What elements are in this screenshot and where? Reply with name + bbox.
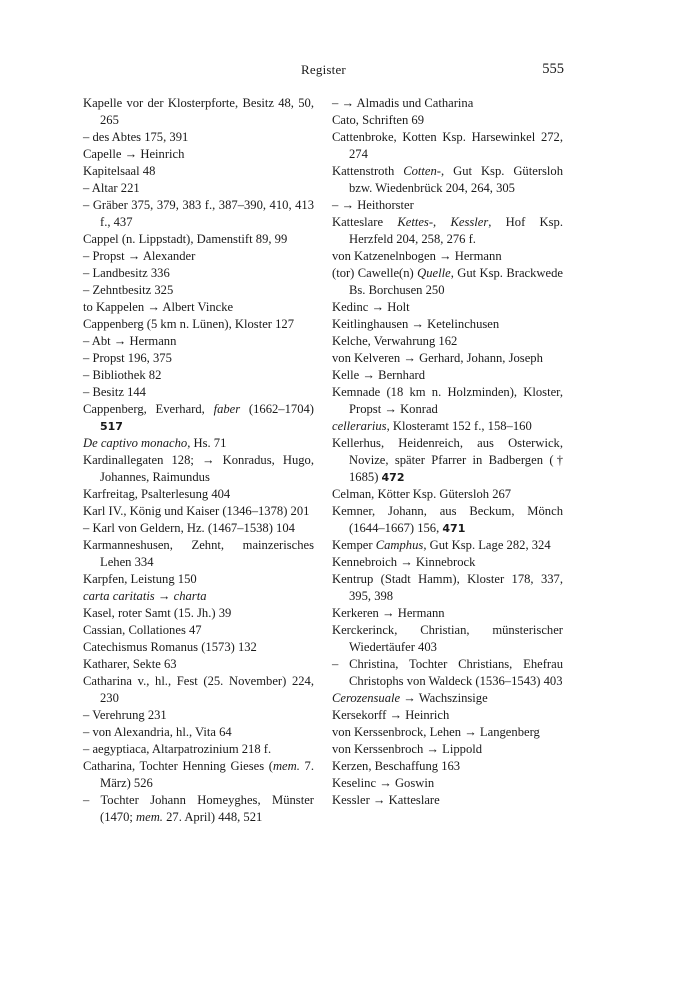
index-entry bbox=[83, 622, 314, 639]
index-entry bbox=[332, 435, 563, 486]
index-entry-text: Cappel (n. Lippstadt), Damenstift 89, 99 bbox=[83, 232, 288, 246]
index-entry-text: Kasel, roter Samt (15. Jh.) 39 bbox=[83, 606, 232, 620]
index-entry bbox=[332, 537, 563, 554]
index-entry-text: (1662–1704) bbox=[240, 402, 314, 416]
index-entry-text: 7. März) 526 bbox=[100, 759, 314, 790]
index-entry-text: Kapelle vor der Klosterpforte, Besitz 48, 50, 265 bbox=[83, 96, 314, 127]
index-entry-text: , Hs. 71 bbox=[187, 436, 227, 450]
index-entry-text: Karfreitag, Psalterlesung 404 bbox=[83, 487, 231, 501]
index-entry-text: Cattenbroke, Kotten Ksp. Harsewinkel 272, 274 bbox=[332, 130, 563, 161]
index-entry bbox=[83, 384, 314, 401]
index-entry bbox=[83, 231, 314, 248]
index-entry-text: Kemnade (18 km n. Holzminden), Kloster, Propst → Konrad bbox=[332, 385, 563, 416]
index-entry bbox=[83, 503, 314, 520]
index-entry bbox=[83, 95, 314, 129]
index-entry bbox=[83, 163, 314, 180]
page-number: 555 bbox=[542, 61, 564, 77]
index-column-left bbox=[83, 95, 314, 826]
index-entry-text: Capelle → Heinrich bbox=[83, 147, 185, 161]
index-entry-text: – aegyptiaca, Altarpatrozinium 218 f. bbox=[83, 742, 272, 756]
index-entry bbox=[332, 707, 563, 724]
index-entry-text: (tor) Cawelle(n) bbox=[332, 266, 418, 280]
index-entry-text: , bbox=[433, 215, 451, 229]
index-entry-text: – Propst 196, 375 bbox=[83, 351, 172, 365]
index-entry-text: 27. April) 448, 521 bbox=[162, 810, 263, 824]
index-entry-text: – Propst → Alexander bbox=[83, 249, 196, 263]
index-entry bbox=[332, 758, 563, 775]
index-entry bbox=[83, 316, 314, 333]
index-entry-text: Kedinc → Holt bbox=[332, 300, 410, 314]
index-entry bbox=[83, 129, 314, 146]
index-entry bbox=[332, 248, 563, 265]
index-entry-text: – Besitz 144 bbox=[83, 385, 146, 399]
index-entry bbox=[332, 333, 563, 350]
index-entry bbox=[332, 197, 563, 214]
index-entry-text: Kentrup (Stadt Hamm), Kloster 178, 337, 395, 398 bbox=[332, 572, 563, 603]
index-entry-text: von Kerssenbrock, Lehen → Langenberg bbox=[332, 725, 540, 739]
index-entry bbox=[83, 486, 314, 503]
index-entry-text: cellerarius bbox=[332, 419, 387, 433]
index-entry bbox=[83, 401, 314, 435]
index-entry-text: von Kerssenbroch → Lippold bbox=[332, 742, 483, 756]
index-entry-text: Kennebroich → Kinnebrock bbox=[332, 555, 476, 569]
index-entry bbox=[83, 605, 314, 622]
index-entry-text: charta bbox=[173, 589, 207, 603]
index-entry-text: Cato, Schriften 69 bbox=[332, 113, 424, 127]
index-entry bbox=[332, 656, 563, 690]
index-entry-text: Kerzen, Beschaffung 163 bbox=[332, 759, 461, 773]
index-entry-text: – Karl von Geldern, Hz. (1467–1538) 104 bbox=[83, 521, 295, 535]
index-entry-text: Catharina v., hl., Fest (25. November) 224, 230 bbox=[83, 674, 314, 705]
index-entry-text: – von Alexandria, hl., Vita 64 bbox=[83, 725, 232, 739]
running-title: Register bbox=[301, 62, 346, 77]
index-entry-text: Keselinc → Goswin bbox=[332, 776, 435, 790]
index-entry-text: 471 bbox=[442, 522, 466, 535]
index-entry-text: – → Almadis und Catharina bbox=[332, 96, 474, 110]
index-entry-text: De captivo monacho bbox=[83, 436, 188, 450]
running-head bbox=[83, 62, 564, 82]
index-entry-text: – Landbesitz 336 bbox=[83, 266, 170, 280]
index-entry-text: von Katzenelnbogen → Hermann bbox=[332, 249, 502, 263]
index-entry bbox=[83, 350, 314, 367]
index-entry-text: Celman, Kötter Ksp. Gütersloh 267 bbox=[332, 487, 512, 501]
index-entry-text: – Verehrung 231 bbox=[83, 708, 167, 722]
index-entry-text: Cerozensuale bbox=[332, 691, 401, 705]
index-entry-text: Katteslare bbox=[332, 215, 398, 229]
index-entry bbox=[83, 724, 314, 741]
index-entry-text: – Altar 221 bbox=[83, 181, 140, 195]
index-entry bbox=[83, 588, 314, 605]
index-entry bbox=[332, 605, 563, 622]
index-entry bbox=[83, 758, 314, 792]
index-entry-text: , Hof Ksp. Herzfeld 204, 258, 276 f. bbox=[349, 215, 563, 246]
index-entry bbox=[83, 299, 314, 316]
index-entry-text: Karl IV., König und Kaiser (1346–1378) 201 bbox=[83, 504, 310, 518]
index-entry-text: Kardinallegaten 128; → Konradus, Hugo, Johannes, Raimundus bbox=[83, 453, 314, 484]
index-entry bbox=[332, 418, 563, 435]
index-entry-text: faber bbox=[213, 402, 241, 416]
index-entry-text: Camphus bbox=[375, 538, 424, 552]
index-entry bbox=[83, 367, 314, 384]
index-entry-text: von Kelveren → Gerhard, Johann, Joseph bbox=[332, 351, 543, 365]
index-entry bbox=[83, 333, 314, 350]
index-entry-text: mem. bbox=[272, 759, 300, 773]
index-entry-text: , Gut Ksp. Lage 282, 324 bbox=[423, 538, 551, 552]
index-entry-text: – Christina, Tochter Christians, Ehefrau Christophs von Waldeck (1536–1543) 403 bbox=[332, 657, 563, 688]
index-entry-text: Cappenberg, Everhard, bbox=[83, 402, 214, 416]
index-entry-text: Kapitelsaal 48 bbox=[83, 164, 156, 178]
index-entry bbox=[83, 282, 314, 299]
index-entry-text: Quelle bbox=[417, 266, 451, 280]
index-entry-text: – Gräber 375, 379, 383 f., 387–390, 410, 413 f., 437 bbox=[83, 198, 314, 229]
index-entry-text: Cotten- bbox=[403, 164, 441, 178]
index-entry bbox=[332, 265, 563, 299]
index-entry bbox=[332, 503, 563, 537]
index-entry bbox=[332, 384, 563, 418]
index-entry-text: , Gut Ksp. Brackwede Bs. Borchusen 250 bbox=[349, 266, 563, 297]
index-entry-text: mem. bbox=[136, 810, 163, 824]
index-entry-text: Kessler → Katteslare bbox=[332, 793, 440, 807]
index-entry-text: Kelle → Bernhard bbox=[332, 368, 426, 382]
index-entry bbox=[332, 367, 563, 384]
index-entry bbox=[332, 775, 563, 792]
index-entry bbox=[83, 656, 314, 673]
index-entry bbox=[332, 112, 563, 129]
index-entry bbox=[332, 690, 563, 707]
index-entry bbox=[83, 741, 314, 758]
index-entry-text: – Zehntbesitz 325 bbox=[83, 283, 174, 297]
index-entry bbox=[83, 180, 314, 197]
index-entry bbox=[83, 146, 314, 163]
index-entry-text: Kerckerinck, Christian, münsterischer Wiedertäufer 403 bbox=[332, 623, 563, 654]
index-entry-text: , Gut Ksp. Gütersloh bzw. Wiedenbrück 204, 264, 305 bbox=[349, 164, 564, 195]
index-entry-text: – des Abtes 175, 391 bbox=[83, 130, 189, 144]
index-entry bbox=[83, 197, 314, 231]
index-entry bbox=[332, 350, 563, 367]
index-entry bbox=[83, 452, 314, 486]
index-entry bbox=[332, 316, 563, 333]
index-entry bbox=[332, 741, 563, 758]
index-entry-text: Kellerhus, Heidenreich, aus Osterwick, Novize, später Pfarrer in Badbergen († 1685) bbox=[332, 436, 563, 484]
index-entry-text: Cassian, Collationes 47 bbox=[83, 623, 202, 637]
index-entry-text: → bbox=[154, 589, 174, 603]
index-column-right bbox=[332, 95, 563, 809]
index-entry bbox=[83, 673, 314, 707]
index-entry bbox=[332, 792, 563, 809]
index-entry-text: Kerkeren → Hermann bbox=[332, 606, 445, 620]
index-entry-text: Catharina, Tochter Henning Gieses ( bbox=[83, 759, 273, 773]
index-entry-text: carta caritatis bbox=[83, 589, 155, 603]
index-entry bbox=[83, 520, 314, 537]
index-entry-text: 472 bbox=[381, 471, 405, 484]
index-entry-text: – Bibliothek 82 bbox=[83, 368, 162, 382]
index-entry bbox=[83, 792, 314, 826]
index-entry-text: Catechismus Romanus (1573) 132 bbox=[83, 640, 257, 654]
index-entry-text: 517 bbox=[100, 420, 123, 433]
index-entry bbox=[332, 554, 563, 571]
index-entry bbox=[332, 214, 563, 248]
index-entry-text: Kettes- bbox=[397, 215, 434, 229]
index-entry-text: Karmanneshusen, Zehnt, mainzerisches Lehen 334 bbox=[83, 538, 314, 569]
index-entry-text: – Abt → Hermann bbox=[83, 334, 177, 348]
index-entry-text: Kattenstroth bbox=[332, 164, 404, 178]
index-entry bbox=[83, 435, 314, 452]
index-entry bbox=[83, 707, 314, 724]
index-entry-text: – Tochter Johann Homeyghes, Münster (1470; bbox=[83, 793, 314, 824]
index-entry bbox=[83, 639, 314, 656]
index-entry bbox=[332, 95, 563, 112]
index-entry-text: Kersekorff → Heinrich bbox=[332, 708, 450, 722]
index-entry-text: Karpfen, Leistung 150 bbox=[83, 572, 197, 586]
index-entry bbox=[332, 571, 563, 605]
index-entry-text: Katharer, Sekte 63 bbox=[83, 657, 177, 671]
index-entry-text: Kemner, Johann, aus Beckum, Mönch (1644–1667) 156, bbox=[332, 504, 563, 535]
index-entry-text: Kessler bbox=[450, 215, 489, 229]
index-entry bbox=[83, 537, 314, 571]
index-entry-text: to Kappelen → Albert Vincke bbox=[83, 300, 234, 314]
index-entry-text: Kelche, Verwahrung 162 bbox=[332, 334, 458, 348]
index-entry bbox=[83, 571, 314, 588]
index-entry bbox=[83, 265, 314, 282]
index-entry bbox=[332, 299, 563, 316]
index-entry-text: , Klosteramt 152 f., 158–160 bbox=[386, 419, 532, 433]
index-entry-text: – → Heithorster bbox=[332, 198, 414, 212]
index-entry bbox=[332, 622, 563, 656]
index-entry bbox=[332, 129, 563, 163]
index-entry bbox=[332, 724, 563, 741]
index-entry-text: → Wachszinsige bbox=[400, 691, 488, 705]
index-entry-text: Kemper bbox=[332, 538, 376, 552]
index-entry bbox=[332, 486, 563, 503]
index-entry bbox=[83, 248, 314, 265]
index-entry bbox=[332, 163, 563, 197]
index-entry-text: Keitlinghausen → Ketelinchusen bbox=[332, 317, 500, 331]
index-entry-text: Cappenberg (5 km n. Lünen), Kloster 127 bbox=[83, 317, 295, 331]
